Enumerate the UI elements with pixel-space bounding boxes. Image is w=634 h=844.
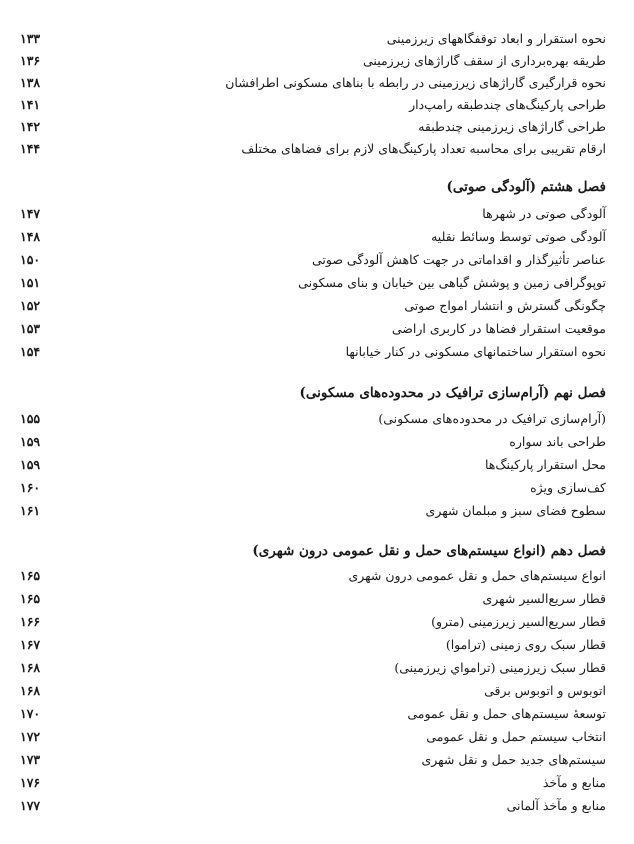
toc-entry-page: ۱۴۲ (20, 119, 41, 134)
toc-entry-page: ۱۳۳ (20, 31, 41, 46)
toc-entry-page: ۱۷۰ (20, 706, 41, 721)
toc-entry-title: موقعیت استقرار فضاها در کاربری اراضی (391, 321, 606, 336)
toc-entry-page: ۱۶۵ (20, 591, 41, 606)
toc-entry-page: ۱۴۸ (20, 229, 41, 244)
toc-entry (20, 138, 606, 160)
toc-entry (20, 500, 606, 522)
toc-entry-title: طراحی پارکینگ‌های چندطبقه رامپ‌دار (409, 97, 606, 112)
toc-entry (20, 203, 606, 225)
toc-entry-page: ۱۶۸ (20, 660, 41, 675)
toc-entry-title: نحوه استقرار ساختمانهای مسکونی در کنار خیابانها (345, 344, 606, 359)
toc-entry (20, 431, 606, 453)
toc-entry (20, 454, 606, 476)
toc-entry-page: ۱۶۸ (20, 683, 41, 698)
toc-entry-page: ۱۴۴ (20, 141, 41, 156)
toc-entry-page: ۱۵۱ (20, 275, 41, 290)
toc-entry (20, 341, 606, 363)
toc-entry-title: قطار سریع‌السیر شهری (482, 591, 606, 606)
toc-entry-page: ۱۴۷ (20, 206, 41, 221)
toc-entry-page: ۱۳۸ (20, 75, 41, 90)
toc-entry-page: ۱۴۱ (20, 97, 41, 112)
toc-entry-title: اتوبوس و اتوبوس برقی (484, 683, 606, 698)
toc-entry-page: ۱۵۰ (20, 252, 41, 267)
toc-entry (20, 318, 606, 340)
toc-entry (20, 611, 606, 633)
toc-entry (20, 226, 606, 248)
chapter-10-heading: فصل دهم (انواع سیستم‌های حمل و نقل عمومی درون شهری) (252, 543, 606, 559)
toc-entry-title: طریقه بهره‌برداری از سقف گاراژهای زیرزمینی (363, 53, 606, 68)
toc-entry (20, 680, 606, 702)
toc-entry (20, 657, 606, 679)
toc-entry-title: انتخاب سیستم حمل و نقل عمومی (426, 729, 606, 744)
toc-entry-title: منابع و مآخذ (542, 775, 606, 790)
toc-entry (20, 50, 606, 72)
toc-entry-title: توسعهٔ سیستم‌های حمل و نقل عمومی (407, 706, 606, 721)
chapter-8-heading: فصل هشتم (آلودگی صوتی) (446, 179, 606, 195)
toc-entry-title: قطار سبک زیرزمینی (ترامواي زیرزمینی) (394, 660, 606, 675)
toc-entry-title: طراحی گاراژهای زیرزمینی چندطبقه (418, 119, 606, 134)
toc-entry-page: ۱۵۹ (20, 457, 41, 472)
toc-entry-page: ۱۷۳ (20, 752, 41, 767)
toc-entry (20, 726, 606, 748)
toc-entry-page: ۱۶۷ (20, 637, 41, 652)
toc-entry (20, 72, 606, 94)
toc-entry-title: آلودگی صوتی توسط وسائط نقلیه (431, 229, 606, 244)
toc-entry-title: کف‌سازی ویژه (530, 480, 606, 495)
toc-entry-title: سیستم‌های جدید حمل و نقل شهری (421, 752, 606, 767)
toc-entry-title: چگونگی گسترش و انتشار امواج صوتی (404, 298, 606, 313)
toc-entry-title: (آرام‌سازی ترافیک در محدوده‌های مسکونی) (378, 411, 606, 426)
toc-entry (20, 116, 606, 138)
toc-entry-title: قطار سریع‌السیر زیرزمینی (مترو) (431, 614, 606, 629)
toc-entry-page: ۱۵۴ (20, 344, 41, 359)
toc-entry (20, 703, 606, 725)
toc-entry-page: ۱۶۵ (20, 568, 41, 583)
toc-entry (20, 588, 606, 610)
toc-entry-title: عناصر تأثیرگذار و اقداماتی در جهت کاهش آلودگی صوتی (311, 252, 606, 267)
toc-entry-title: منابع و مآخذ آلمانی (506, 798, 606, 813)
toc-entry-title: سطوح فضای سبز و مبلمان شهری (425, 503, 606, 518)
toc-entry-title: انواع سیستم‌های حمل و نقل عمومی درون شهری (348, 568, 606, 583)
chapter-9-heading: فصل نهم (آرام‌سازی ترافیک در محدوده‌های مسکونی) (299, 385, 606, 401)
toc-entry-title: نحوه استقرار و ابعاد توقفگاههای زیرزمینی (386, 31, 606, 46)
toc-entry (20, 28, 606, 50)
toc-entry-page: ۱۶۰ (20, 480, 41, 495)
toc-entry-title: آلودگی صوتی در شهرها (482, 206, 606, 221)
toc-entry-title: نحوه قرارگیری گاراژهای زیرزمینی در رابطه با بناهای مسکونی اطرافشان (225, 75, 606, 90)
toc-entry-title: محل استقرار پارکینگ‌ها (484, 457, 606, 472)
toc-entry (20, 249, 606, 271)
toc-entry-page: ۱۵۹ (20, 434, 41, 449)
toc-entry-page: ۱۷۶ (20, 775, 41, 790)
toc-entry-title: توپوگرافی زمین و پوشش گیاهی بین خیابان و بنای مسکونی (298, 275, 606, 290)
toc-entry (20, 477, 606, 499)
toc-entry (20, 295, 606, 317)
toc-entry-title: ارقام تقریبی برای محاسبه تعداد پارکینگ‌های لازم برای فضاهای مختلف (241, 141, 606, 156)
toc-entry (20, 772, 606, 794)
toc-entry-page: ۱۵۵ (20, 411, 41, 426)
toc-entry-page: ۱۳۶ (20, 53, 41, 68)
toc-entry-title: طراحی باند سواره (509, 434, 606, 449)
toc-entry (20, 795, 606, 817)
toc-entry (20, 94, 606, 116)
toc-entry-title: قطار سبک روی زمینی (تراموا) (445, 637, 606, 652)
toc-entry (20, 565, 606, 587)
toc-entry (20, 749, 606, 771)
toc-entry-page: ۱۶۶ (20, 614, 41, 629)
toc-entry (20, 634, 606, 656)
toc-entry (20, 272, 606, 294)
toc-entry-page: ۱۵۳ (20, 321, 41, 336)
toc-entry-page: ۱۶۱ (20, 503, 41, 518)
toc-entry-page: ۱۷۲ (20, 729, 41, 744)
toc-entry-page: ۱۵۲ (20, 298, 41, 313)
toc-entry-page: ۱۷۷ (20, 798, 41, 813)
toc-entry (20, 408, 606, 430)
